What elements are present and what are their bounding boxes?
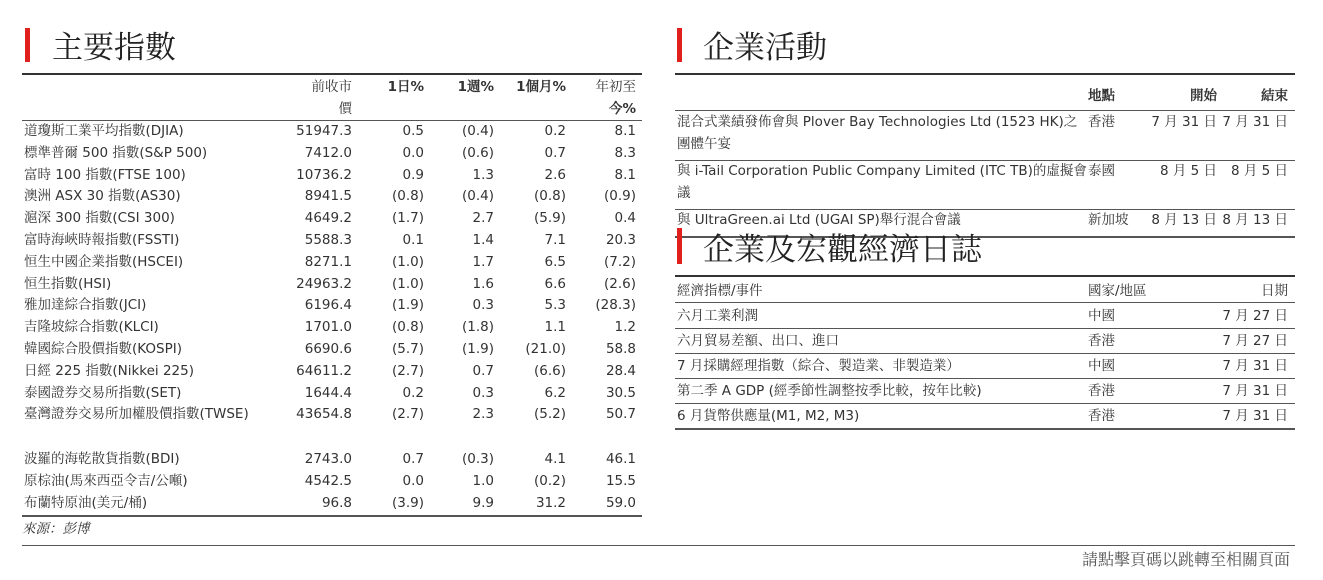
index-d1: 0.0: [402, 144, 424, 161]
index-m1: (21.0): [525, 341, 566, 357]
index-w1: 1.6: [472, 275, 494, 292]
cal-header-event: 經濟指標/事件: [677, 283, 763, 299]
corp-event: 團體午宴: [677, 136, 731, 152]
index-ytd: (28.3): [595, 297, 636, 314]
index-name: 恒生中國企業指數(HSCEI): [24, 253, 184, 270]
index-m1: 6.6: [544, 275, 566, 292]
calendar-event: 第二季 A GDP (經季節性調整按季比較，按年比較): [677, 383, 982, 399]
index-ytd: (2.6): [603, 275, 636, 292]
row-divider: [675, 378, 1295, 379]
index-name: 臺灣證券交易所加權股價指數(TWSE): [24, 406, 249, 423]
corp-location: 新加坡: [1088, 212, 1129, 228]
corp-end: 8 月 5 日: [1230, 163, 1288, 179]
index-close: 8271.1: [304, 253, 352, 270]
index-d1: (3.9): [391, 494, 424, 511]
index-w1: 9.9: [472, 494, 494, 511]
corp-end: 8 月 13 日: [1222, 212, 1288, 228]
index-close: 8941.5: [304, 188, 352, 205]
index-close: 96.8: [321, 494, 352, 511]
index-ytd: 8.3: [614, 144, 636, 161]
indices-top-rule: [22, 73, 642, 75]
row-divider: [675, 403, 1295, 404]
index-close: 4649.2: [304, 210, 352, 227]
row-divider: [675, 428, 1295, 430]
index-w1: 1.3: [472, 166, 494, 183]
corp-start: 7 月 31 日: [1151, 114, 1217, 130]
index-ytd: 20.3: [605, 232, 636, 248]
calendar-region: 中國: [1088, 308, 1115, 324]
index-ytd: 1.2: [614, 319, 636, 336]
index-w1: 1.7: [472, 253, 494, 270]
header-d1: 1日%: [387, 79, 424, 95]
cal-header-date: 日期: [1261, 283, 1288, 299]
header-ytd-2: 今%: [608, 101, 636, 117]
index-close: 6196.4: [304, 297, 352, 314]
row-divider: [675, 353, 1295, 354]
header-w1: 1週%: [457, 79, 494, 95]
index-close: 51947.3: [296, 123, 352, 139]
index-w1: 0.3: [472, 297, 494, 314]
header-m1: 1個月%: [516, 79, 566, 95]
index-m1: 7.1: [544, 232, 566, 248]
index-close: 6690.6: [304, 341, 352, 357]
corp-event: 與 UltraGreen.ai Ltd (UGAI SP)舉行混合會議: [677, 212, 961, 228]
calendar-top-rule: [675, 275, 1295, 277]
corp-end: 7 月 31 日: [1222, 114, 1288, 130]
index-w1: (0.4): [461, 188, 494, 205]
index-d1: 0.0: [402, 472, 424, 489]
index-m1: 4.1: [544, 451, 566, 467]
index-d1: (2.7): [391, 362, 424, 379]
index-close: 43654.8: [296, 406, 352, 423]
corporate-top-rule: [675, 73, 1295, 75]
index-w1: (1.8): [461, 319, 494, 336]
index-d1: (0.8): [391, 188, 424, 205]
row-divider: [675, 328, 1295, 329]
index-d1: 0.2: [402, 384, 424, 401]
calendar-date: 7 月 27 日: [1222, 308, 1288, 324]
corp-header-start: 開始: [1190, 88, 1217, 104]
corp-header-location: 地點: [1088, 88, 1115, 104]
index-name: 原棕油(馬來西亞令吉/公噸): [24, 472, 188, 489]
row-divider: [675, 209, 1295, 210]
calendar-event: 六月貿易差額、出口、進口: [677, 333, 839, 349]
section-marker: [677, 28, 682, 62]
index-close: 24963.2: [296, 275, 352, 292]
index-m1: 5.3: [544, 297, 566, 314]
index-close: 4542.5: [304, 472, 352, 489]
header-close-2: 價: [338, 101, 352, 117]
row-divider: [675, 160, 1295, 161]
index-ytd: 28.4: [605, 362, 636, 379]
header-ytd-1: 年初至: [595, 79, 636, 95]
index-name: 恒生指數(HSI): [24, 275, 112, 292]
index-w1: (0.6): [461, 144, 494, 161]
index-name: 韓國綜合股價指數(KOSPI): [24, 341, 182, 357]
index-m1: 0.7: [544, 144, 566, 161]
footer-rule: [22, 545, 1295, 546]
corp-location: 泰國: [1088, 163, 1115, 179]
index-close: 1701.0: [304, 319, 352, 336]
index-w1: 0.7: [472, 362, 494, 379]
index-ytd: 15.5: [605, 472, 636, 489]
corp-start: 8 月 5 日: [1159, 163, 1217, 179]
source-note: 來源：彭博: [22, 521, 90, 537]
index-name: 吉隆坡綜合指數(KLCI): [24, 319, 159, 336]
section-marker: [25, 28, 30, 62]
index-name: 日經 225 指數(Nikkei 225): [24, 362, 195, 379]
index-close: 1644.4: [304, 384, 352, 401]
indices-header-rule: [22, 120, 642, 121]
index-name: 波羅的海乾散貨指數(BDI): [24, 451, 180, 467]
index-m1: 6.2: [544, 384, 566, 401]
index-m1: (5.2): [533, 406, 566, 423]
corp-header-end: 結束: [1261, 88, 1288, 104]
index-w1: 1.0: [472, 472, 494, 489]
corp-event: 混合式業績發佈會與 Plover Bay Technologies Ltd (1523 HK)之: [677, 114, 1078, 130]
calendar-date: 7 月 31 日: [1222, 408, 1288, 424]
index-d1: 0.5: [402, 123, 424, 139]
index-close: 10736.2: [296, 166, 352, 183]
index-w1: (0.4): [461, 123, 494, 139]
calendar-date: 7 月 31 日: [1222, 383, 1288, 399]
index-m1: 0.2: [544, 123, 566, 139]
index-ytd: (7.2): [603, 253, 636, 270]
index-w1: (0.3): [461, 451, 494, 467]
index-d1: 0.7: [402, 451, 424, 467]
calendar-region: 香港: [1088, 383, 1115, 399]
calendar-event: 六月工業利潤: [677, 308, 758, 324]
index-name: 標準普爾 500 指數(S&P 500): [24, 144, 208, 161]
index-ytd: 59.0: [605, 494, 636, 511]
index-ytd: 30.5: [605, 384, 636, 401]
calendar-event: 6 月貨幣供應量(M1, M2, M3): [677, 408, 860, 424]
index-d1: (0.8): [391, 319, 424, 336]
corp-start: 8 月 13 日: [1151, 212, 1217, 228]
index-ytd: 58.8: [605, 341, 636, 357]
calendar-date: 7 月 31 日: [1222, 358, 1288, 374]
header-close-1: 前收市: [311, 79, 352, 95]
index-ytd: (0.9): [603, 188, 636, 205]
section-marker: [677, 228, 682, 264]
calendar-title: 企業及宏觀經濟日誌: [703, 232, 982, 268]
footer-link[interactable]: 請點擊頁碼以跳轉至相關頁面: [1081, 550, 1290, 569]
index-ytd: 50.7: [605, 406, 636, 423]
index-name: 道瓊斯工業平均指數(DJIA): [24, 123, 184, 139]
cal-header-rule: [675, 302, 1295, 303]
index-close: 7412.0: [304, 144, 352, 161]
index-m1: (6.6): [533, 362, 566, 379]
indices-title: 主要指數: [52, 30, 176, 66]
index-d1: 0.9: [402, 166, 424, 183]
index-ytd: 8.1: [614, 123, 636, 139]
corp-header-rule: [675, 110, 1295, 111]
index-w1: (1.9): [461, 341, 494, 357]
corporate-title: 企業活動: [703, 30, 827, 66]
index-d1: (1.0): [391, 275, 424, 292]
index-m1: (0.2): [533, 472, 566, 489]
index-m1: 1.1: [544, 319, 566, 336]
indices-bottom-rule: [22, 515, 642, 517]
index-close: 5588.3: [304, 232, 352, 248]
calendar-region: 香港: [1088, 333, 1115, 349]
index-w1: 2.3: [472, 406, 494, 423]
corp-event: 與 i-Tail Corporation Public Company Limited (ITC TB)的虛擬會: [677, 163, 1087, 179]
calendar-region: 香港: [1088, 408, 1115, 424]
index-name: 布蘭特原油(美元/桶): [24, 494, 148, 511]
index-d1: (1.9): [391, 297, 424, 314]
index-d1: (5.7): [391, 341, 424, 357]
index-close: 64611.2: [296, 362, 352, 379]
cal-header-region: 國家/地區: [1088, 283, 1147, 299]
index-name: 雅加達綜合指數(JCI): [24, 297, 147, 314]
index-m1: 6.5: [544, 253, 566, 270]
corp-location: 香港: [1088, 114, 1115, 130]
index-d1: 0.1: [402, 232, 424, 248]
index-close: 2743.0: [304, 451, 352, 467]
index-name: 富時海峽時報指數(FSSTI): [24, 232, 180, 248]
calendar-region: 中國: [1088, 358, 1115, 374]
index-m1: (0.8): [533, 188, 566, 205]
calendar-event: 7 月採購經理指數（綜合、製造業、非製造業）: [677, 358, 960, 374]
index-ytd: 46.1: [605, 451, 636, 467]
index-d1: (1.7): [391, 210, 424, 227]
index-w1: 1.4: [472, 232, 494, 248]
index-ytd: 0.4: [614, 210, 636, 227]
index-m1: (5.9): [533, 210, 566, 227]
index-name: 泰國證券交易所指數(SET): [24, 384, 182, 401]
index-ytd: 8.1: [614, 166, 636, 183]
index-d1: (2.7): [391, 406, 424, 423]
corp-event: 議: [677, 185, 691, 201]
index-m1: 31.2: [535, 494, 566, 511]
index-w1: 2.7: [472, 210, 494, 227]
index-name: 富時 100 指數(FTSE 100): [24, 166, 186, 183]
index-name: 澳洲 ASX 30 指數(AS30): [24, 188, 181, 205]
index-d1: (1.0): [391, 253, 424, 270]
index-name: 滬深 300 指數(CSI 300): [24, 210, 175, 227]
index-w1: 0.3: [472, 384, 494, 401]
index-m1: 2.6: [544, 166, 566, 183]
calendar-date: 7 月 27 日: [1222, 333, 1288, 349]
